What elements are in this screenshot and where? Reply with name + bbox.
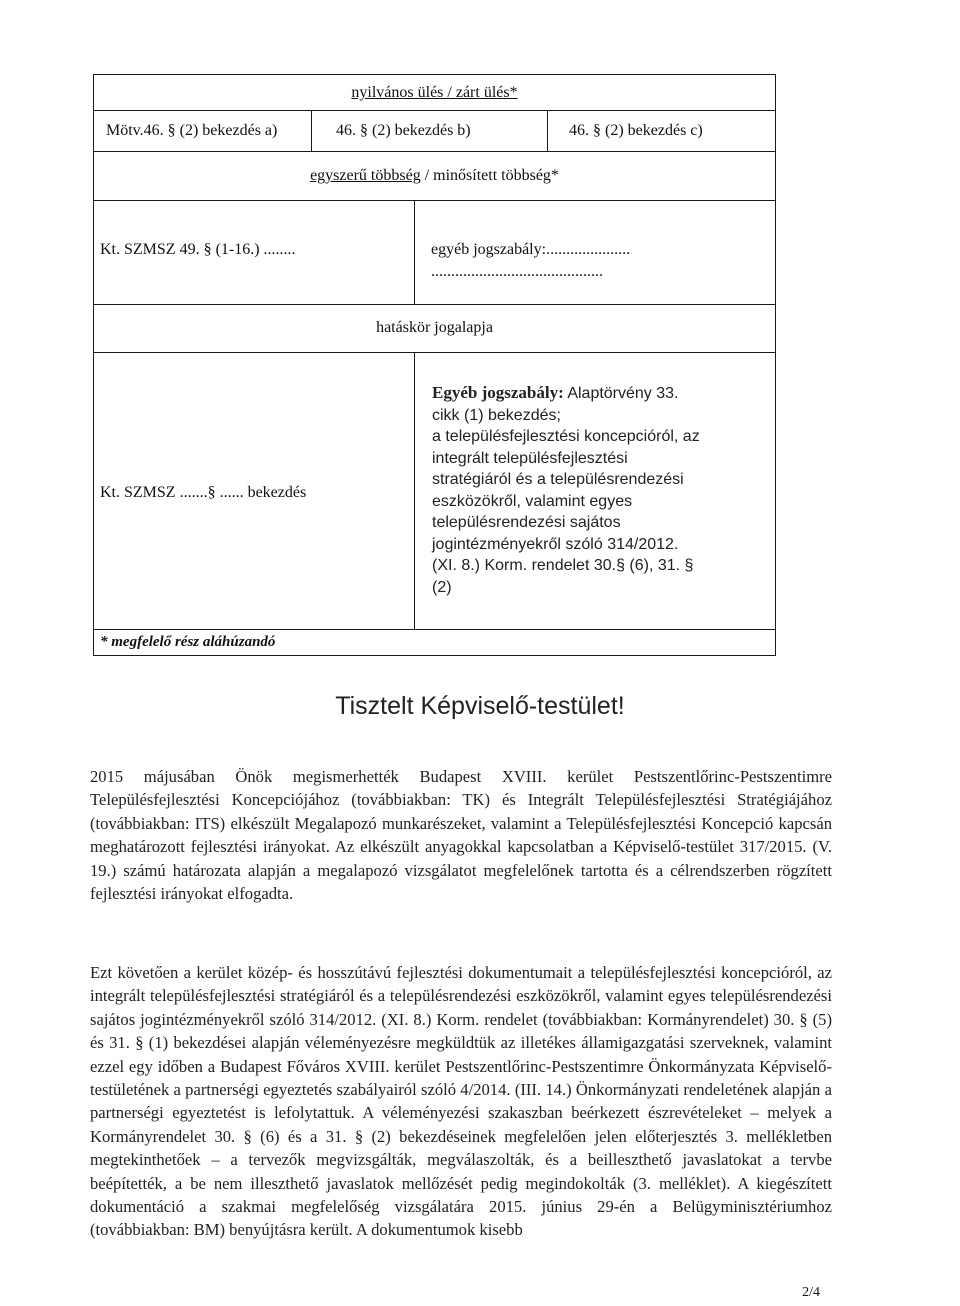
page-title: Tisztelt Képviselő-testület! — [335, 692, 625, 720]
row-divider-1 — [93, 110, 776, 111]
other-law-line: (2) — [432, 578, 452, 596]
other-law-line: (XI. 8.) Korm. rendelet 30.§ (6), 31. § — [432, 557, 694, 574]
other-law-line: cikk (1) bekezdés; — [432, 406, 561, 424]
table-border-bottom — [93, 655, 776, 656]
col-divider-r2b — [547, 110, 548, 151]
law-ref-a: Mötv.46. § (2) bekezdés a) — [106, 122, 278, 139]
other-law-line: jogintézményekről szóló 314/2012. — [432, 535, 679, 553]
col-divider-r2a — [311, 110, 312, 151]
footnote: * megfelelő rész aláhúzandó — [100, 634, 276, 650]
table-border-left — [93, 74, 94, 656]
row-divider-3 — [93, 200, 776, 201]
other-law-line: integrált településfejlesztési — [432, 449, 628, 467]
law-ref-b: 46. § (2) bekezdés b) — [336, 122, 471, 139]
meeting-type: nyilvános ülés / zárt ülés* — [351, 84, 518, 101]
other-law-line: Alaptörvény 33. — [563, 385, 679, 402]
paragraph-2: Ezt követően a kerület közép- és hosszútávú fejlesztési dokumentumait a településfejlesztési koncepcióról, az integrált településfejlesztési stratégiáról és a településrendezési eszközökről, valamint egyes településrendezési sajátos jogintézményekről szóló 314/2012. (XI. 8.) Korm. rendelet (továbbiakban: Kormányrendelet) 30. § (5) és 31. § (1) bekezdései alapján véleményezésre megküldtük az illetékes államigazgatási szerveknek, valamint ezzel egy időben a Budapest Főváros XVIII. kerület Pestszentlőrinc-Pestszentimre Önkormányzata Képviselő-testületének a partnerségi egyeztetés szabályairól szóló 4/2014. (III. 14.) Önkormányzati rendeletének alapján a partnerségi egyeztetést is lefolytattuk. A véleményezési szakaszban beérkezett észrevételeket – melyek a Kormányrendelet 30. § (6) és a 31. § (2) bekezdéseinek megfelelően jelen előterjesztés 3. mellékletben megtekinthetőek – a tervezők megvizsgálták, megválaszolták, és a beilleszthető javaslatokat a tervbe beépítették, a be nem illeszthető javaslatok mellőzését pedig megindokolták (3. melléklet). A kiegészített dokumentáció a szakmai megfelelőség vizsgálatára 2015. június 29-én a Belügyminisztériumhoz (továbbiakban: BM) benyújtásra került. A dokumentumok kisebb — [90, 963, 832, 1240]
other-law-line: stratégiáról és a településrendezési — [432, 471, 684, 488]
col-divider-r6 — [414, 352, 415, 629]
other-law-line: a településfejlesztési koncepcióról, az — [432, 428, 700, 445]
row-divider-2 — [93, 151, 776, 152]
page-number: 2/4 — [802, 1285, 820, 1300]
simple-majority: egyszerű többség — [310, 167, 421, 184]
table-border-top — [93, 74, 776, 75]
other-law-label: Egyéb jogszabály: — [432, 383, 564, 402]
other-law-line: eszközökről, valamint egyes — [432, 492, 633, 510]
row-divider-4 — [93, 304, 776, 305]
law-ref-c: 46. § (2) bekezdés c) — [569, 122, 703, 139]
row-divider-5 — [93, 352, 776, 353]
table-border-right — [775, 74, 776, 656]
other-law-line: településrendezési sajátos — [432, 514, 621, 531]
other-law-detail — [432, 382, 772, 598]
col-divider-r4 — [414, 200, 415, 304]
qualified-majority: / minősített többség* — [420, 167, 559, 184]
row-divider-6 — [93, 629, 776, 630]
other-law-line2: ........................................... — [431, 263, 603, 280]
competence-basis: hatáskör jogalapja — [376, 319, 493, 336]
szmsz-paragraph: Kt. SZMSZ .......§ ...... bekezdés — [100, 484, 307, 501]
other-law-first-line — [432, 382, 772, 405]
szmsz-reference: Kt. SZMSZ 49. § (1-16.) ........ — [100, 241, 296, 258]
majority-type — [93, 166, 776, 185]
other-law-line1: egyéb jogszabály:..................... — [431, 241, 631, 258]
paragraph-1: 2015 májusában Önök megismerhették Budapest XVIII. kerület Pestszentlőrinc-Pestszentimre Településfejlesztési Koncepciójához (továbbiakban: TK) és Integrált Településfejlesztési Stratégiájához (továbbiakban: ITS) elkészült Megalapozó munkarészeket, valamint a Településfejlesztési Koncepció kapcsán meghatározott fejlesztési irányokat. Az elkészült anyagokkal kapcsolatban a Képviselő-testület 317/2015. (V. 19.) számú határozata alapján a megalapozó vizsgálatot megfelelőnek tartotta és a célrendszerben rögzített fejlesztési irányokat elfogadta. — [90, 767, 832, 904]
